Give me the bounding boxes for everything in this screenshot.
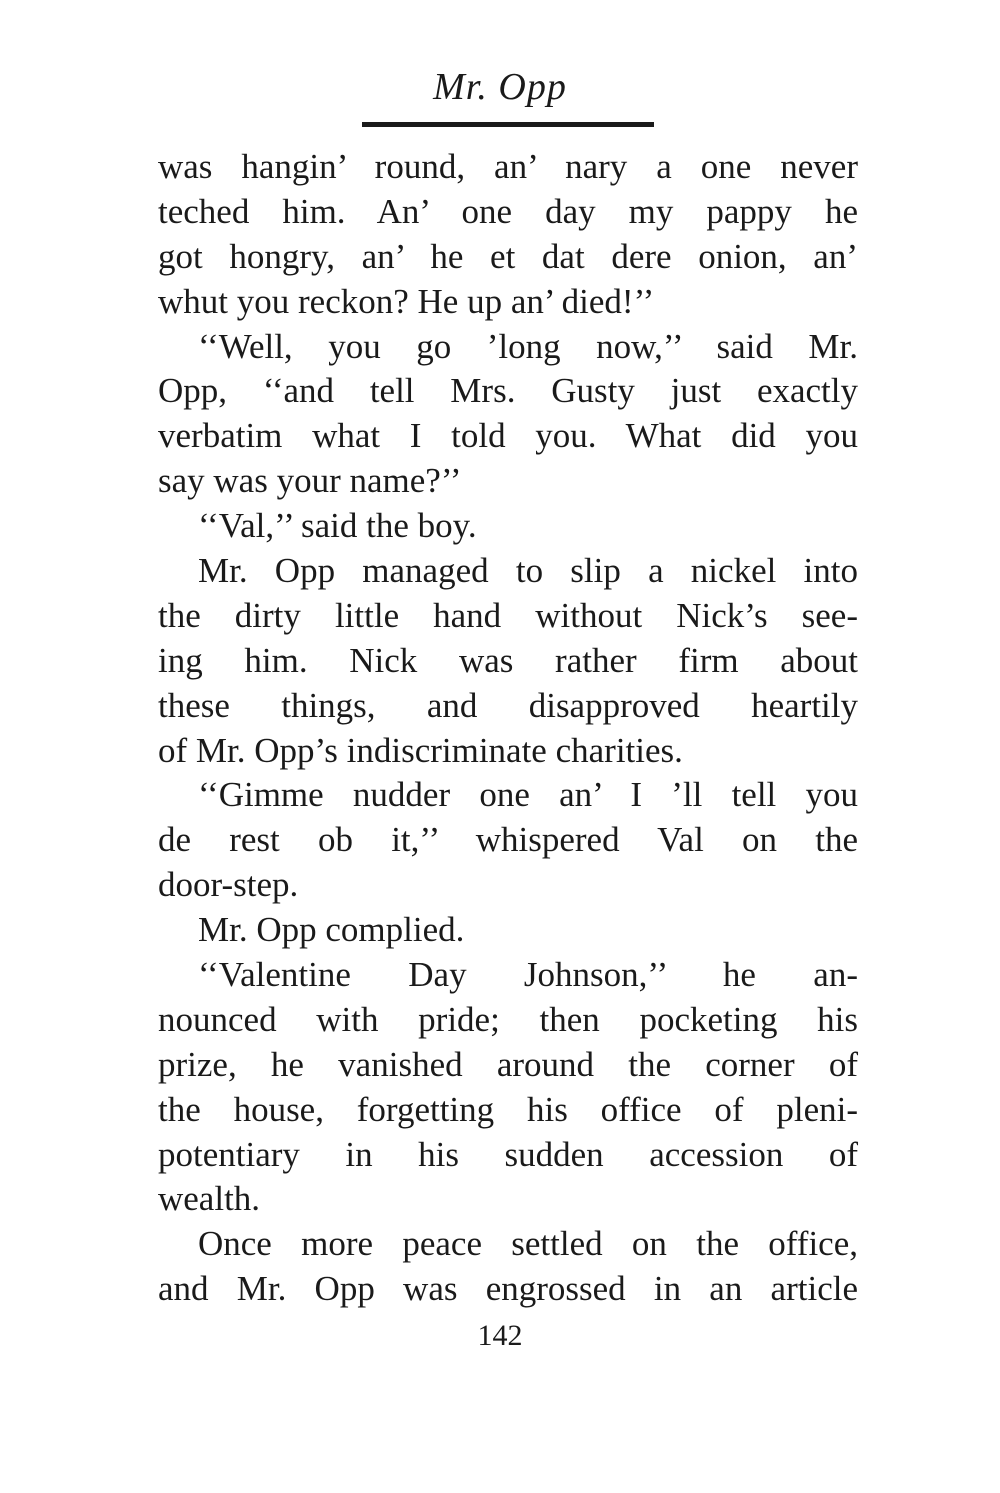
- text-line: Once more peace settled on the office,: [198, 1224, 858, 1264]
- header-rule: [362, 122, 654, 127]
- text-line: ‘‘Val,’’ said the boy.: [198, 506, 477, 546]
- text-line: whut you reckon? He up an’ died!’’: [158, 281, 655, 321]
- text-line: door-step.: [158, 865, 299, 905]
- text-line: Mr. Opp managed to slip a nickel into: [198, 551, 858, 591]
- text-line: Opp, ‘‘and tell Mrs. Gusty just exactly: [158, 371, 858, 411]
- text-line: these things, and disapproved heartily: [158, 685, 858, 725]
- text-line: Mr. Opp complied.: [198, 910, 465, 950]
- text-line: verbatim what I told you. What did you: [158, 416, 858, 456]
- text-line: teched him. An’ one day my pappy he: [158, 191, 858, 231]
- text-line: prize, he vanished around the corner of: [158, 1044, 858, 1084]
- text-line: the house, forgetting his office of pleni-: [158, 1089, 858, 1129]
- text-line: ‘‘Well, you go ’long now,’’ said Mr.: [198, 326, 858, 366]
- text-line: say was your name?’’: [158, 461, 462, 501]
- text-line: of Mr. Opp’s indiscriminate charities.: [158, 730, 683, 770]
- text-line: ‘‘Valentine Day Johnson,’’ he an-: [198, 955, 858, 995]
- running-head: Mr. Opp: [433, 66, 567, 108]
- text-line: got hongry, an’ he et dat dere onion, an’: [158, 236, 858, 276]
- text-line: de rest ob it,’’ whispered Val on the: [158, 820, 858, 860]
- text-line: the dirty little hand without Nick’s see-: [158, 595, 858, 635]
- text-line: ing him. Nick was rather firm about: [158, 640, 858, 680]
- text-line: ‘‘Gimme nudder one an’ I ’ll tell you: [198, 775, 858, 815]
- text-line: potentiary in his sudden accession of: [158, 1134, 858, 1174]
- page-number: 142: [477, 1319, 523, 1352]
- text-line: wealth.: [158, 1179, 261, 1219]
- body-text: [158, 145, 858, 1312]
- text-line: was hangin’ round, an’ nary a one never: [158, 147, 858, 186]
- text-line: nounced with pride; then pocketing his: [158, 999, 858, 1039]
- text-line: and Mr. Opp was engrossed in an article: [158, 1269, 858, 1309]
